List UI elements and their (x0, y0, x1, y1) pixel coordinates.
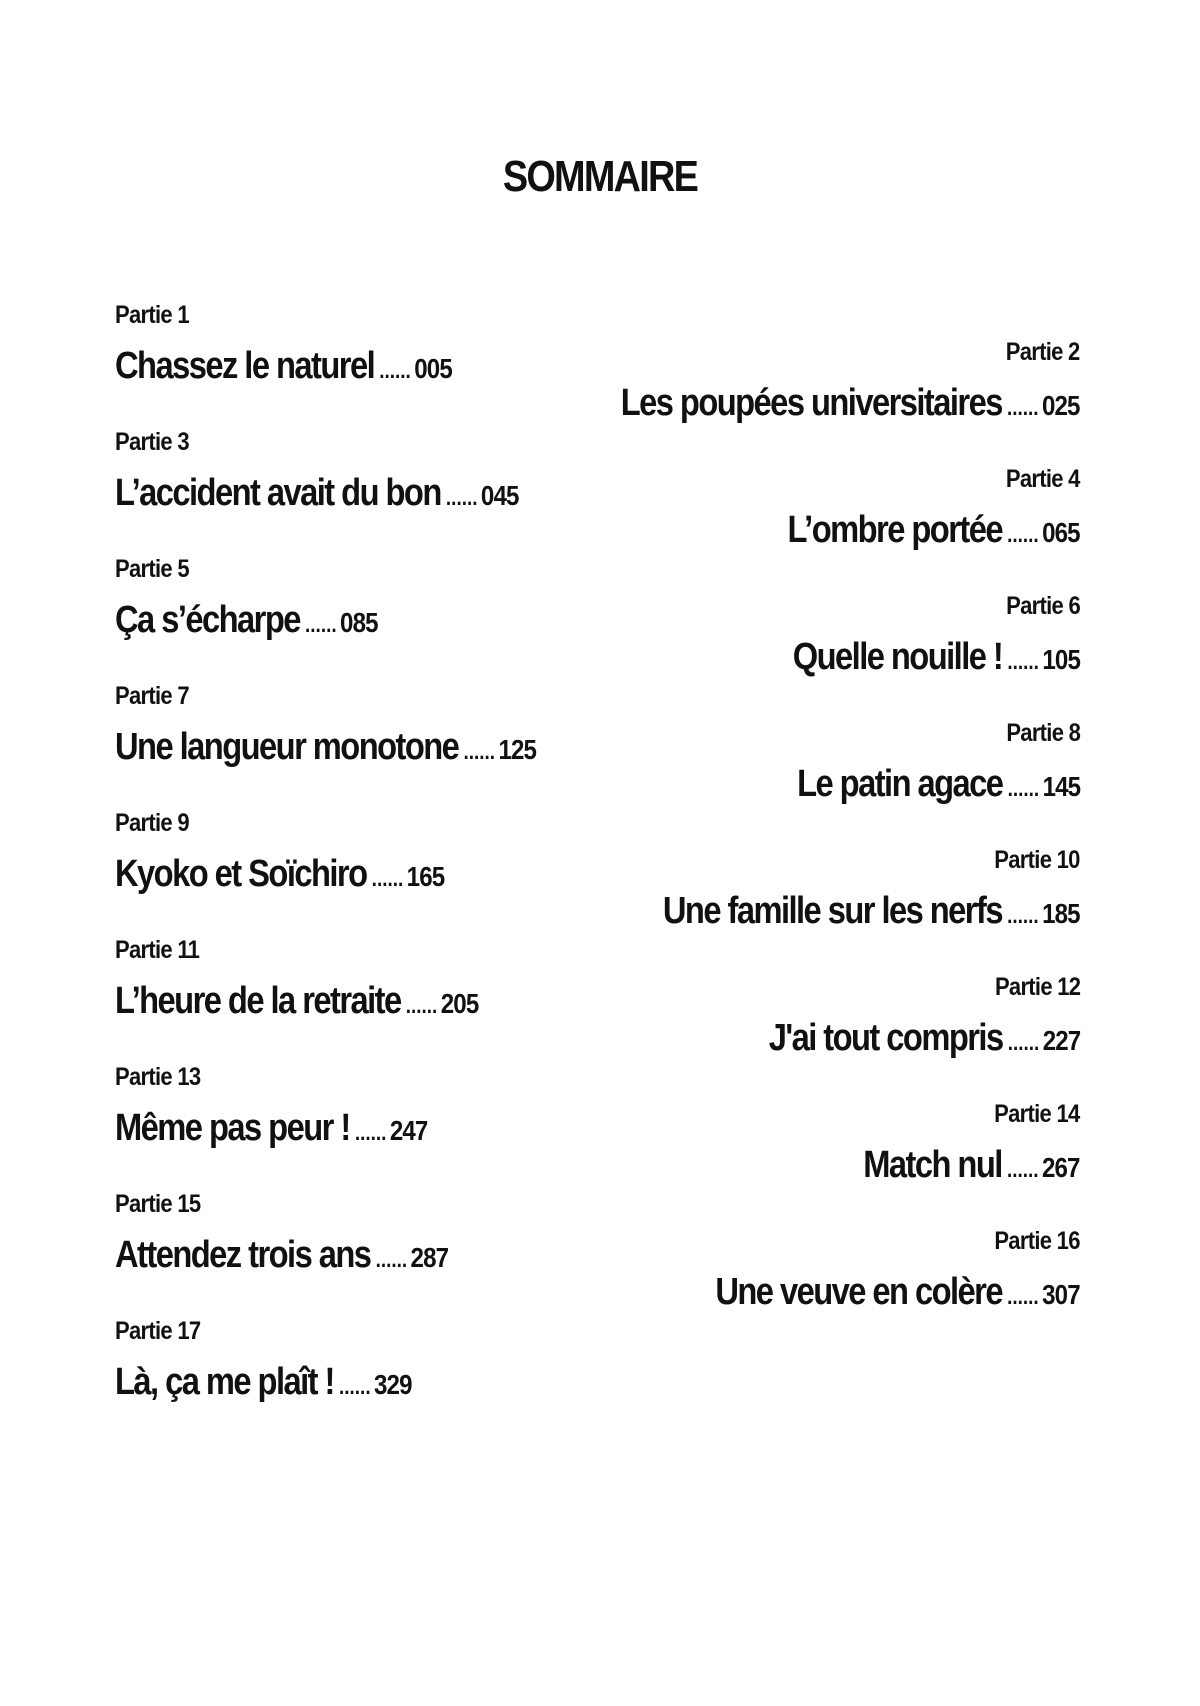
page-number: 205 (440, 988, 479, 1019)
dot-leader: ...... (1007, 1284, 1039, 1309)
part-label: Partie 3 (115, 428, 189, 456)
part-label: Partie 1 (115, 301, 189, 329)
page-number: 287 (410, 1242, 449, 1273)
dot-leader: ...... (1007, 903, 1039, 928)
chapter-title: Une veuve en colère (715, 1271, 1003, 1313)
part-label: Partie 17 (115, 1317, 201, 1345)
dot-leader: ...... (371, 866, 404, 891)
dot-leader: ...... (339, 1374, 371, 1399)
toc-entry (115, 1316, 460, 1404)
page-number: 125 (498, 734, 537, 765)
part-label: Partie 5 (115, 555, 189, 583)
chapter-line (115, 725, 536, 769)
chapter-title: Quelle nouille ! (792, 636, 1003, 678)
chapter-line (797, 762, 1080, 806)
page-title: SOMMAIRE (502, 152, 698, 201)
part-label: Partie 15 (115, 1190, 201, 1218)
toc-entry (115, 1062, 478, 1150)
toc-entry (746, 591, 1080, 679)
page-number: 247 (389, 1115, 428, 1146)
dot-leader: ...... (1007, 649, 1039, 674)
dot-leader: ...... (354, 1120, 387, 1145)
part-label: Partie 16 (994, 1227, 1080, 1255)
chapter-title: Le patin agace (796, 763, 1003, 805)
part-label: Partie 14 (994, 1100, 1080, 1128)
chapter-title: L’accident avait du bon (115, 472, 441, 514)
toc-entry (718, 972, 1080, 1060)
page-number: 085 (340, 607, 378, 638)
toc-entry (115, 427, 584, 515)
dot-leader: ...... (1007, 1157, 1039, 1182)
page-number: 005 (414, 353, 452, 384)
chapter-title: Kyoko et Soïchiro (115, 853, 367, 895)
page-number: 185 (1042, 898, 1080, 929)
dot-leader: ...... (405, 993, 438, 1018)
toc-entry (115, 554, 420, 642)
toc-entry (656, 1226, 1080, 1314)
chapter-title: Même pas peur ! (115, 1107, 350, 1149)
chapter-title: Là, ça me plaît ! (115, 1361, 334, 1403)
chapter-title: Ça s’écharpe (115, 599, 300, 641)
dot-leader: ...... (463, 739, 496, 764)
dot-leader: ...... (379, 358, 411, 383)
page-number: 105 (1042, 644, 1080, 675)
toc-entry (546, 337, 1080, 425)
part-label: Partie 9 (115, 809, 189, 837)
chapter-line (115, 979, 478, 1023)
dot-leader: ...... (1007, 776, 1039, 801)
chapter-title: L’ombre portée (787, 509, 1003, 551)
chapter-line (716, 1270, 1080, 1314)
page-number: 329 (374, 1369, 412, 1400)
page-number: 307 (1042, 1279, 1080, 1310)
toc-entry (115, 935, 538, 1023)
chapter-line (768, 1016, 1080, 1060)
chapter-line (115, 1106, 427, 1150)
dot-leader: ...... (445, 485, 478, 510)
page-number: 045 (480, 480, 519, 511)
page-number: 227 (1042, 1025, 1080, 1056)
chapter-title: Une langueur monotone (115, 726, 459, 768)
part-label: Partie 4 (1006, 465, 1080, 493)
part-label: Partie 6 (1006, 592, 1080, 620)
chapter-line (793, 635, 1080, 679)
dot-leader: ...... (1007, 522, 1039, 547)
part-label: Partie 7 (115, 682, 189, 710)
part-label: Partie 10 (994, 846, 1080, 874)
page-number: 165 (406, 861, 445, 892)
chapter-line (115, 1233, 448, 1277)
chapter-title: Chassez le naturel (115, 345, 375, 387)
chapter-line (788, 508, 1080, 552)
part-label: Partie 8 (1006, 719, 1080, 747)
chapter-title: Une famille sur les nerfs (663, 890, 1003, 932)
toc-entry (751, 718, 1080, 806)
chapter-line (621, 381, 1080, 425)
chapter-title: Attendez trois ans (115, 1234, 371, 1276)
part-label: Partie 11 (115, 936, 200, 964)
toc-entry (115, 1189, 502, 1277)
chapter-title: L’heure de la retraite (115, 980, 401, 1022)
page-number: 145 (1042, 771, 1080, 802)
chapter-line (864, 1143, 1080, 1187)
toc-entry (115, 681, 605, 769)
chapter-line (115, 1360, 412, 1404)
chapter-title: Match nul (863, 1144, 1003, 1186)
page-number: 267 (1042, 1152, 1080, 1183)
part-label: Partie 12 (994, 973, 1080, 1001)
chapter-title: J'ai tout compris (768, 1017, 1003, 1059)
chapter-line (115, 471, 519, 515)
page-number: 025 (1042, 390, 1080, 421)
chapter-line (115, 598, 378, 642)
toc-entry (595, 845, 1080, 933)
dot-leader: ...... (305, 612, 337, 637)
toc-entry (828, 1099, 1080, 1187)
page-number: 065 (1042, 517, 1080, 548)
part-label: Partie 2 (1006, 338, 1080, 366)
toc-entry (115, 808, 498, 896)
chapter-line (115, 852, 444, 896)
dot-leader: ...... (375, 1247, 408, 1272)
dot-leader: ...... (1007, 1030, 1039, 1055)
chapter-line (663, 889, 1080, 933)
chapter-title: Les poupées universitaires (621, 382, 1003, 424)
part-label: Partie 13 (115, 1063, 201, 1091)
chapter-line (115, 344, 452, 388)
dot-leader: ...... (1007, 395, 1039, 420)
toc-entry (740, 464, 1080, 552)
toc-entry (115, 300, 507, 388)
